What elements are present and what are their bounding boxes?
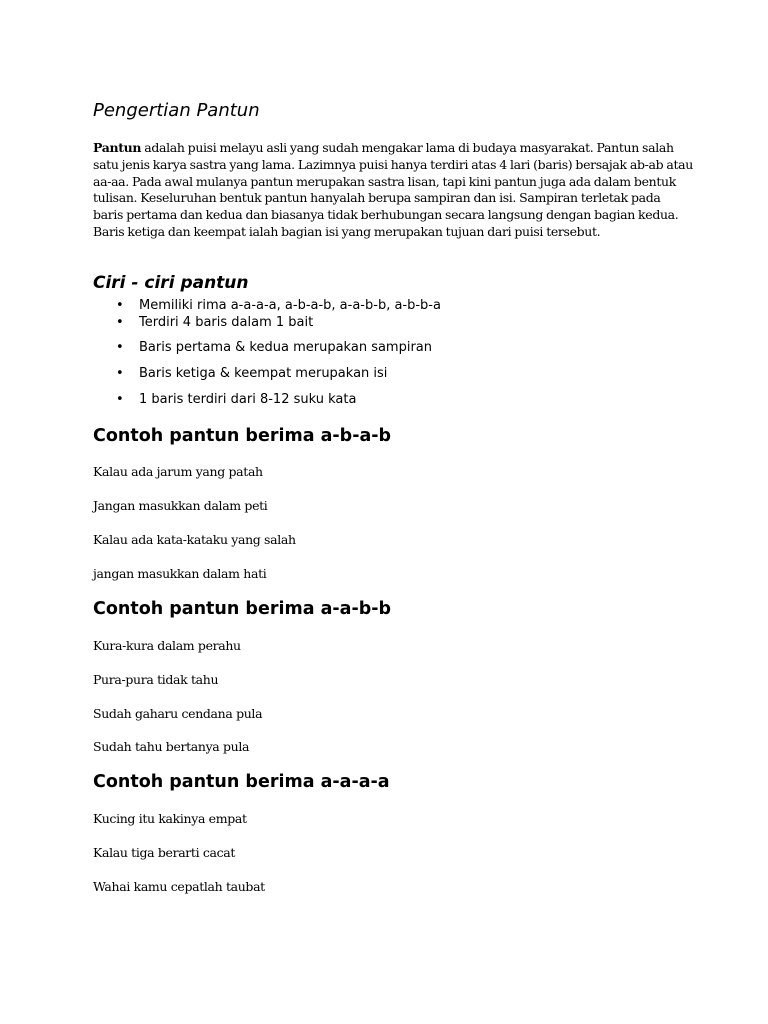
bullet-icon: • xyxy=(116,340,124,355)
bullet-icon: • xyxy=(116,298,124,313)
verse-line: Kucing itu kakinya empat xyxy=(93,811,247,826)
bullet-icon: • xyxy=(116,392,124,407)
bullet-icon: • xyxy=(116,366,124,381)
list-item-text: Baris ketiga & keempat merupakan isi xyxy=(139,366,388,381)
section-heading-abab: Contoh pantun berima a-b-a-b xyxy=(93,426,392,446)
list-item-text: Terdiri 4 baris dalam 1 bait xyxy=(139,315,314,330)
intro-text: adalah puisi melayu asli yang sudah mengakar lama di budaya masyarakat. Pantun salah satu jenis karya sastra yang lama. Lazimnya puisi hanya terdiri atas 4 lari (baris) bersajak ab-ab atau aa-aa. Pada awal mulanya pantun merupakan sastra lisan, tapi kini pantun juga ada dalam bentuk tulisan. Keseluruhan bentuk pantun hanyalah berupa sampiran dan isi. Sampiran terletak pada baris pertama dan kedua dan biasanya tidak berhubungan secara langsung dengan bagian kedua. Baris ketiga dan keempat ialah bagian isi yang merupakan tujuan dari puisi tersebut. xyxy=(93,140,693,239)
verse-line: Kalau tiga berarti cacat xyxy=(93,845,236,860)
intro-term: Pantun xyxy=(93,140,142,155)
section-heading-aaaa: Contoh pantun berima a-a-a-a xyxy=(93,772,390,792)
list-item-text: Memiliki rima a-a-a-a, a-b-a-b, a-a-b-b, a-b-b-a xyxy=(139,298,441,313)
verse-line: Kura-kura dalam perahu xyxy=(93,638,241,653)
list-item-text: Baris pertama & kedua merupakan sampiran xyxy=(139,340,433,355)
ciri-heading: Ciri - ciri pantun xyxy=(93,273,249,293)
bullet-icon: • xyxy=(116,315,124,330)
intro-paragraph xyxy=(93,140,693,241)
verse-line: Pura-pura tidak tahu xyxy=(93,672,219,687)
verse-line: Wahai kamu cepatlah taubat xyxy=(93,879,265,894)
list-item-text: 1 baris terdiri dari 8-12 suku kata xyxy=(139,392,357,407)
verse-line: jangan masukkan dalam hati xyxy=(93,566,267,581)
verse-line: Sudah tahu bertanya pula xyxy=(93,739,250,754)
verse-line: Jangan masukkan dalam peti xyxy=(93,498,268,513)
verse-line: Kalau ada jarum yang patah xyxy=(93,464,263,479)
page-title: Pengertian Pantun xyxy=(93,100,260,121)
section-heading-aabb: Contoh pantun berima a-a-b-b xyxy=(93,599,392,619)
verse-line: Kalau ada kata-kataku yang salah xyxy=(93,532,296,547)
verse-line: Sudah gaharu cendana pula xyxy=(93,706,263,721)
